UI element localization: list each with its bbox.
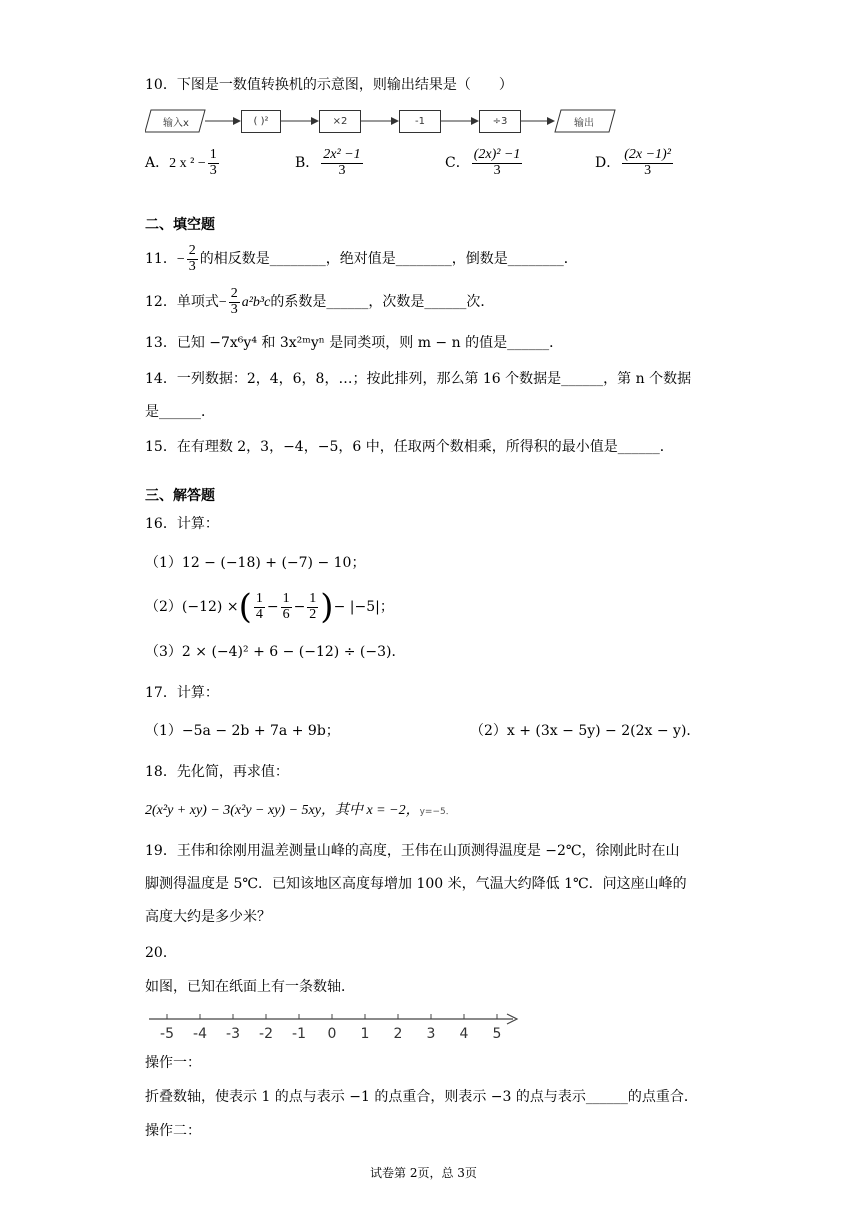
q17-title: 17．计算： [145,685,219,701]
axis-tick-label: 5 [492,1026,502,1042]
q18-title: 18．先化简，再求值： [145,764,289,780]
q13: 13．已知 −7x⁶y⁴ 和 3x²ᵐyⁿ 是同类项，则 m − n 的值是______． [145,335,564,351]
axis-tick-label: 1 [360,1026,370,1042]
q15: 15．在有理数 2，3，−4，−5，6 中，任取两个数相乘，所得积的最小值是______． [145,439,674,455]
q19-line3: 高度大约是多少米？ [145,909,271,925]
q12: 12．单项式− $\frac{2}{3}$ a²b³c的系数是______，次数是______次． [145,286,495,317]
q14-line1: 14．一列数据：2，4，6，8，…；按此排列，那么第 16 个数据是______，第 n 个数据 [145,371,692,387]
q10-option-a: A．2 x ² − $\frac{1}{3}$ [145,147,217,178]
flow-square: ( )² [241,110,281,133]
q18-expr: 2(x²y + xy) − 3(x²y − xy) − 5xy，其中 x = −2，y=−5． [145,803,455,818]
axis-tick-label: 3 [426,1026,436,1042]
number-line [145,1012,525,1044]
q19-line1: 19．王伟和徐刚用温差测量山峰的高度，王伟在山顶测得温度是 −2℃，徐刚此时在山 [145,843,680,859]
q16-part2: （2）(−12) ×( $\frac{1}{4}$ − $\frac{1}{6}$ − $\frac{1}{2}$ )− |−5|； [145,587,394,627]
q20-op1-text: 折叠数轴，使表示 1 的点与表示 −1 的点重合，则表示 −3 的点与表示______的点重合． [145,1089,698,1105]
axis-tick-label: 4 [459,1026,469,1042]
q10-stem: 10．下图是一数值转换机的示意图，则输出结果是（ ） [145,77,513,93]
section-solve-title: 三、解答题 [145,488,215,504]
axis-tick-label: -1 [292,1026,306,1042]
axis-tick-label: 0 [327,1026,337,1042]
q17-part2: （2）x + (3x − 5y) − 2(2x − y)． [470,723,701,739]
flow-times-two: ×2 [319,110,361,133]
q14-line2: 是______． [145,404,215,420]
q10-option-d: D． $\frac{\text{(2x −1)²}}{3}$ [595,147,671,178]
q10-option-b: B． $\frac{\text{2x² −1}}{3}$ [295,147,361,178]
section-fill-title: 二、填空题 [145,217,215,233]
q17-part1: （1）−5a − 2b + 7a + 9b； [145,723,340,739]
q19-line2: 脚测得温度是 5℃．已知该地区高度每增加 100 米，气温大约降低 1℃．问这座山峰的 [145,876,687,892]
q20-op2-title: 操作二： [145,1123,201,1139]
q20-intro: 如图，已知在纸面上有一条数轴． [145,979,355,995]
flow-minus-one: -1 [399,110,441,133]
axis-tick-label: 2 [393,1026,403,1042]
q16-title: 16．计算： [145,516,219,532]
flow-input: 输入x [163,117,189,129]
axis-tick-label: -3 [226,1026,240,1042]
flow-divide-three: ÷3 [479,110,521,133]
axis-tick-label: -2 [259,1026,273,1042]
flow-output: 输出 [574,117,594,129]
q16-part1: （1）12 − (−18) + (−7) − 10； [145,555,366,571]
axis-tick-label: -4 [193,1026,207,1042]
q20-op1-title: 操作一： [145,1055,201,1071]
q10-option-c: C． $\frac{\text{(2x)² −1}}{3}$ [445,147,521,178]
flow-diagram [145,108,625,134]
q20-title: 20． [145,945,177,961]
q16-part3: （3）2 × (−4)² + 6 − (−12) ÷ (−3)． [145,644,406,660]
page-footer: 试卷第 2页，总 3页 [370,1166,477,1180]
q11: 11．− $\frac{2}{3}$ 的相反数是________，绝对值是________，倒数是________． [145,243,578,274]
axis-tick-label: -5 [160,1026,174,1042]
